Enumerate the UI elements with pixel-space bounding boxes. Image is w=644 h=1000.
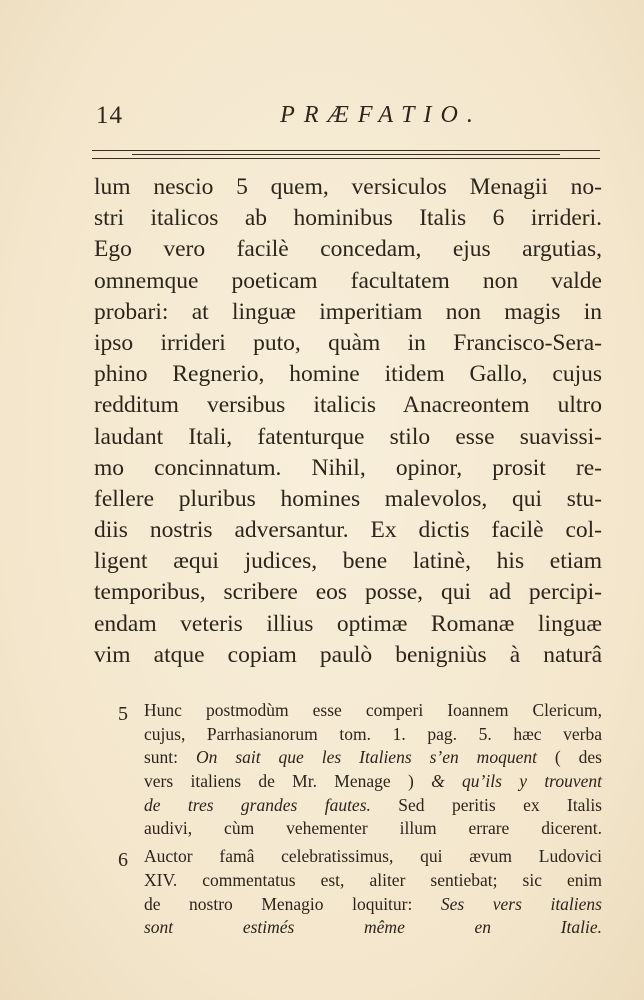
body-line: Ego vero facilè concedam, ejus argutias, (94, 236, 602, 263)
footnote-text: Sed peritis ex Italis (370, 794, 602, 815)
footnote-text: vers italiens de Mr. Menage ) (144, 771, 432, 792)
body-text (94, 172, 602, 671)
header-rule-top (92, 150, 600, 151)
footnote (118, 699, 602, 841)
footnote-line (118, 746, 602, 770)
footnote-line (118, 770, 602, 794)
body-line: stri italicos ab hominibus Italis 6 irrideri. (94, 205, 602, 232)
footnote-line (118, 869, 602, 893)
footnote-text: Hunc postmodùm esse comperi Ioannem Clericum, (144, 700, 602, 720)
footnote-italic-text: & qu’ils y trouvent (431, 771, 602, 792)
body-line: ipso irrideri puto, quàm in Francisco-Sera- (94, 329, 602, 356)
body-line: phino Regnerio, homine itidem Gallo, cujus (94, 361, 602, 388)
footnote-text: audivi, cùm vehementer illum errare dicerent. (144, 818, 602, 839)
footnote-italic-text: sont estimés même en Italie. (144, 917, 602, 938)
body-line: diis nostris adversantur. Ex dictis facilè col- (94, 517, 602, 544)
page-header (90, 102, 602, 134)
body-line: fellere pluribus homines malevolos, qui stu- (94, 485, 602, 512)
body-line: probari: at linguæ imperitiam non magis in (94, 298, 602, 325)
footnote-line (118, 817, 602, 841)
body-line: lum nescio 5 quem, versiculos Menagii no- (94, 174, 602, 200)
body-line: laudant Itali, fatenturque stilo esse suavissi- (94, 423, 602, 450)
footnote-line (118, 845, 602, 872)
header-rule-bottom (92, 158, 600, 159)
footnote-text: cujus, Parrhasianorum tom. 1. pag. 5. hæc verba (144, 723, 602, 744)
footnote (118, 845, 602, 940)
footnote-italic-text: Ses vers italiens (440, 893, 602, 914)
running-title: PRÆFATIO. (280, 102, 482, 128)
footnote-line (118, 794, 602, 818)
footnote-text: XIV. commentatus est, aliter sentiebat; sic enim (144, 869, 602, 890)
footnote-italic-text: On sait que les Italiens s’en moquent (195, 747, 537, 768)
footnote-italic-text: de tres grandes fautes. (144, 794, 371, 815)
body-line: mo concinnatum. Nihil, opinor, prosit re- (94, 454, 602, 481)
footnote-line (118, 723, 602, 747)
page-number: 14 (96, 102, 123, 129)
body-line: omnemque poeticam facultatem non valde (94, 267, 602, 294)
body-line: vim atque copiam paulò benigniùs à naturâ (94, 641, 602, 668)
footnote-marker: 6 (118, 849, 128, 872)
footnote-line (118, 916, 602, 940)
body-line: ligent æqui judices, bene latinè, his etiam (94, 548, 602, 575)
footnotes (118, 699, 602, 940)
footnote-text: sunt: (144, 747, 196, 768)
body-line: temporibus, scribere eos posse, qui ad percipi- (94, 579, 602, 606)
footnote-text: Auctor famâ celebratissimus, qui ævum Ludovici (144, 846, 602, 867)
body-line: endam veteris illius optimæ Romanæ linguæ (94, 610, 602, 637)
footnote-marker: 5 (118, 703, 128, 725)
footnote-line (118, 893, 602, 917)
footnote-line (118, 699, 602, 723)
body-line: redditum versibus italicis Anacreontem ultro (94, 392, 602, 419)
footnote-text: ( des (536, 747, 602, 768)
footnote-text: de nostro Menagio loquitur: (144, 893, 441, 914)
